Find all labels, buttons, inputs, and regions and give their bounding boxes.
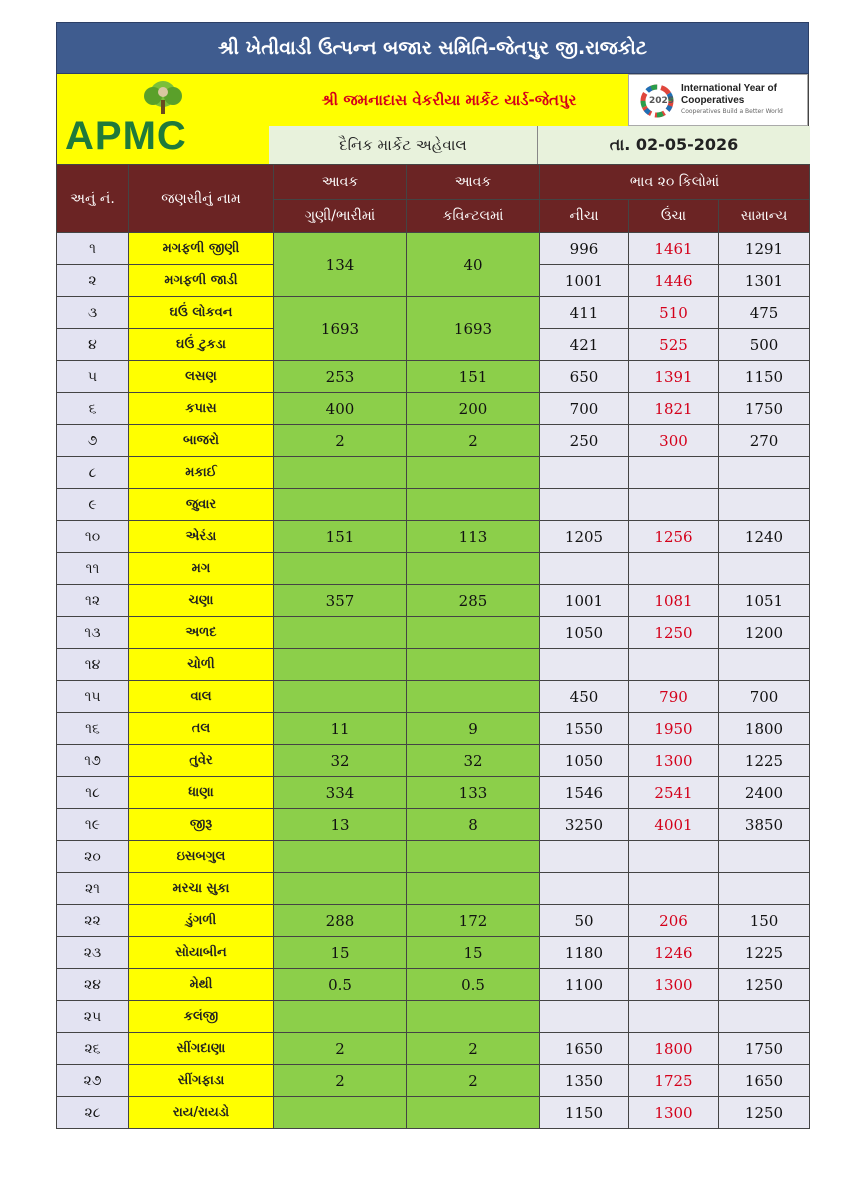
price-high: [629, 1001, 719, 1033]
arrival-bags: [274, 1001, 407, 1033]
price-avg: [719, 873, 810, 905]
table-row: [57, 361, 810, 393]
price-high: 1081: [629, 585, 719, 617]
price-low: 650: [540, 361, 629, 393]
arrival-bags: [274, 617, 407, 649]
price-high: 4001: [629, 809, 719, 841]
row-serial: ૪: [57, 329, 129, 361]
table-row: [57, 617, 810, 649]
arrival-quintal: 32: [407, 745, 540, 777]
arrival-quintal: 0.5: [407, 969, 540, 1001]
row-serial: ૧: [57, 233, 129, 265]
table-row: [57, 457, 810, 489]
iyc-year: 2025: [649, 96, 675, 106]
price-low: 450: [540, 681, 629, 713]
price-high: 206: [629, 905, 719, 937]
commodity-name: ધાણા: [129, 777, 274, 809]
header-banner: [56, 74, 809, 164]
commodity-name: સીંગફાડા: [129, 1065, 274, 1097]
price-avg: 700: [719, 681, 810, 713]
cooperatives-year-logo: [628, 74, 808, 126]
row-serial: ૧૯: [57, 809, 129, 841]
price-low: [540, 841, 629, 873]
price-avg: 1291: [719, 233, 810, 265]
price-avg: 1750: [719, 1033, 810, 1065]
price-high: 525: [629, 329, 719, 361]
table-row: [57, 521, 810, 553]
commodity-name: તલ: [129, 713, 274, 745]
row-serial: ૧૨: [57, 585, 129, 617]
price-avg: 1200: [719, 617, 810, 649]
committee-title: શ્રી ખેતીવાડી ઉત્પન્ન બજાર સમિતિ-જેતપુર જી.રાજકોટ: [56, 22, 809, 74]
arrival-bags: 253: [274, 361, 407, 393]
arrival-bags: [274, 841, 407, 873]
price-high: [629, 553, 719, 585]
price-avg: 1225: [719, 745, 810, 777]
arrival-bags: [274, 489, 407, 521]
price-avg: 1240: [719, 521, 810, 553]
arrival-bags: 151: [274, 521, 407, 553]
tree-icon: [137, 80, 189, 116]
commodity-name: તુવેર: [129, 745, 274, 777]
arrival-quintal: 15: [407, 937, 540, 969]
row-serial: ૧૭: [57, 745, 129, 777]
table-row: [57, 425, 810, 457]
table-row: [57, 1001, 810, 1033]
arrival-quintal: 2: [407, 425, 540, 457]
table-row: [57, 969, 810, 1001]
table-row: [57, 553, 810, 585]
commodity-name: બાજરો: [129, 425, 274, 457]
market-yard-name: શ્રી જમનાદાસ વેકરીયા માર્કેટ યાર્ડ-જેતપુર: [321, 91, 577, 109]
arrival-bags: 15: [274, 937, 407, 969]
commodity-name: ઘઉં ટુકડા: [129, 329, 274, 361]
price-high: 1391: [629, 361, 719, 393]
row-serial: ૨૩: [57, 937, 129, 969]
price-high: 1250: [629, 617, 719, 649]
table-row: [57, 809, 810, 841]
row-serial: ૧૫: [57, 681, 129, 713]
col-low: નીચા: [540, 200, 629, 233]
table-row: [57, 1097, 810, 1129]
table-row: [57, 585, 810, 617]
price-avg: 1225: [719, 937, 810, 969]
price-low: 50: [540, 905, 629, 937]
arrival-bags: 1693: [274, 297, 407, 361]
price-high: 1950: [629, 713, 719, 745]
arrival-bags: 334: [274, 777, 407, 809]
row-serial: ૧૧: [57, 553, 129, 585]
table-row: [57, 905, 810, 937]
price-low: [540, 873, 629, 905]
price-high: 790: [629, 681, 719, 713]
table-row: [57, 681, 810, 713]
commodity-name: ડુંગળી: [129, 905, 274, 937]
price-avg: [719, 457, 810, 489]
price-avg: 150: [719, 905, 810, 937]
price-high: [629, 489, 719, 521]
commodity-name: સોયાબીન: [129, 937, 274, 969]
commodity-name: કપાસ: [129, 393, 274, 425]
price-high: 1725: [629, 1065, 719, 1097]
commodity-name: મગ: [129, 553, 274, 585]
col-price-group: ભાવ ૨૦ કિલોમાં: [540, 165, 810, 200]
price-low: 1050: [540, 745, 629, 777]
arrival-quintal: [407, 617, 540, 649]
price-avg: 1800: [719, 713, 810, 745]
commodity-name: મગફળી જાડી: [129, 265, 274, 297]
col-arrival-bags-top: આવક: [274, 165, 407, 200]
table-row: [57, 745, 810, 777]
commodity-name: મગફળી જીણી: [129, 233, 274, 265]
row-serial: ૨૭: [57, 1065, 129, 1097]
price-high: [629, 457, 719, 489]
arrival-quintal: 1693: [407, 297, 540, 361]
arrival-quintal: 285: [407, 585, 540, 617]
table-row: [57, 233, 810, 265]
row-serial: ૨૦: [57, 841, 129, 873]
price-low: 3250: [540, 809, 629, 841]
commodity-name: રાય/રાયડો: [129, 1097, 274, 1129]
row-serial: ૫: [57, 361, 129, 393]
price-low: 1205: [540, 521, 629, 553]
row-serial: ૨૮: [57, 1097, 129, 1129]
price-low: 1100: [540, 969, 629, 1001]
commodity-name: એરંડા: [129, 521, 274, 553]
col-avg: સામાન્ય: [719, 200, 810, 233]
table-row: [57, 1033, 810, 1065]
table-row: [57, 841, 810, 873]
price-avg: 2400: [719, 777, 810, 809]
price-avg: 1750: [719, 393, 810, 425]
commodity-name: મરચા સુકા: [129, 873, 274, 905]
row-serial: ૯: [57, 489, 129, 521]
price-avg: 1250: [719, 969, 810, 1001]
table-row: [57, 777, 810, 809]
apmc-logo: [57, 74, 269, 164]
price-low: 421: [540, 329, 629, 361]
arrival-bags: 400: [274, 393, 407, 425]
commodity-name: લસણ: [129, 361, 274, 393]
price-high: 2541: [629, 777, 719, 809]
table-row: [57, 297, 810, 329]
table-row: [57, 873, 810, 905]
arrival-bags: 0.5: [274, 969, 407, 1001]
col-commodity: જણસીનું નામ: [129, 165, 274, 233]
price-high: 510: [629, 297, 719, 329]
price-avg: 1250: [719, 1097, 810, 1129]
table-row: [57, 393, 810, 425]
arrival-bags: [274, 873, 407, 905]
table-row: [57, 649, 810, 681]
price-low: 411: [540, 297, 629, 329]
arrival-quintal: 151: [407, 361, 540, 393]
report-label: દૈનિક માર્કેટ અહેવાલ: [269, 126, 537, 164]
row-serial: ૨૨: [57, 905, 129, 937]
arrival-bags: 357: [274, 585, 407, 617]
price-avg: [719, 841, 810, 873]
row-serial: ૭: [57, 425, 129, 457]
row-serial: ૧૩: [57, 617, 129, 649]
arrival-quintal: [407, 873, 540, 905]
row-serial: ૧૦: [57, 521, 129, 553]
price-low: 1180: [540, 937, 629, 969]
arrival-quintal: 2: [407, 1065, 540, 1097]
price-high: 1300: [629, 969, 719, 1001]
arrival-bags: 13: [274, 809, 407, 841]
row-serial: ૧૪: [57, 649, 129, 681]
arrival-quintal: [407, 489, 540, 521]
col-quintal: કવિન્ટલમાં: [407, 200, 540, 233]
price-high: 300: [629, 425, 719, 457]
arrival-quintal: 113: [407, 521, 540, 553]
price-high: 1300: [629, 1097, 719, 1129]
price-low: [540, 457, 629, 489]
price-high: 1446: [629, 265, 719, 297]
arrival-bags: 32: [274, 745, 407, 777]
row-serial: ૨૪: [57, 969, 129, 1001]
arrival-bags: 2: [274, 425, 407, 457]
commodity-name: ચોળી: [129, 649, 274, 681]
row-serial: ૨૬: [57, 1033, 129, 1065]
price-low: 250: [540, 425, 629, 457]
arrival-quintal: [407, 649, 540, 681]
arrival-bags: 2: [274, 1033, 407, 1065]
price-avg: 3850: [719, 809, 810, 841]
row-serial: ૧૮: [57, 777, 129, 809]
commodity-name: મેથી: [129, 969, 274, 1001]
apmc-logo-text: APMC: [65, 114, 187, 158]
table-row: [57, 1065, 810, 1097]
price-high: [629, 649, 719, 681]
col-serial: અનું નં.: [57, 165, 129, 233]
commodity-name: ઇસબગુલ: [129, 841, 274, 873]
price-low: 996: [540, 233, 629, 265]
arrival-quintal: 9: [407, 713, 540, 745]
arrival-bags: 11: [274, 713, 407, 745]
price-low: 700: [540, 393, 629, 425]
commodity-name: અળદ: [129, 617, 274, 649]
arrival-bags: [274, 681, 407, 713]
arrival-quintal: 133: [407, 777, 540, 809]
price-low: 1050: [540, 617, 629, 649]
commodity-name: ચણા: [129, 585, 274, 617]
arrival-bags: 288: [274, 905, 407, 937]
table-row: [57, 489, 810, 521]
arrival-quintal: 200: [407, 393, 540, 425]
price-high: [629, 873, 719, 905]
price-low: 1650: [540, 1033, 629, 1065]
price-high: 1800: [629, 1033, 719, 1065]
price-low: [540, 553, 629, 585]
commodity-name: સીંગદાણા: [129, 1033, 274, 1065]
arrival-quintal: [407, 841, 540, 873]
row-serial: ૨: [57, 265, 129, 297]
price-low: 1546: [540, 777, 629, 809]
price-avg: 1150: [719, 361, 810, 393]
commodity-name: ઘઉં લોકવન: [129, 297, 274, 329]
price-high: 1461: [629, 233, 719, 265]
commodity-name: કલંજી: [129, 1001, 274, 1033]
col-bags: ગુણી/ભારીમાં: [274, 200, 407, 233]
commodity-name: વાલ: [129, 681, 274, 713]
arrival-bags: [274, 1097, 407, 1129]
table-row: [57, 937, 810, 969]
commodity-name: જીરૂ: [129, 809, 274, 841]
price-low: 1350: [540, 1065, 629, 1097]
table-row: [57, 713, 810, 745]
arrival-bags: 2: [274, 1065, 407, 1097]
price-low: [540, 649, 629, 681]
price-table: [56, 164, 810, 1129]
price-high: 1300: [629, 745, 719, 777]
row-serial: ૩: [57, 297, 129, 329]
col-high: ઉંચા: [629, 200, 719, 233]
commodity-name: મકાઈ: [129, 457, 274, 489]
price-avg: [719, 649, 810, 681]
price-avg: [719, 553, 810, 585]
price-high: [629, 841, 719, 873]
arrival-quintal: 8: [407, 809, 540, 841]
price-avg: 500: [719, 329, 810, 361]
price-low: [540, 489, 629, 521]
arrival-bags: 134: [274, 233, 407, 297]
price-avg: [719, 489, 810, 521]
arrival-quintal: [407, 681, 540, 713]
price-low: 1150: [540, 1097, 629, 1129]
row-serial: ૨૧: [57, 873, 129, 905]
price-high: 1821: [629, 393, 719, 425]
price-low: 1001: [540, 585, 629, 617]
market-report-sheet: [56, 22, 809, 1129]
report-date: તા. 02-05-2026: [537, 126, 810, 164]
arrival-quintal: [407, 553, 540, 585]
row-serial: ૬: [57, 393, 129, 425]
arrival-quintal: [407, 1097, 540, 1129]
price-high: 1246: [629, 937, 719, 969]
price-high: 1256: [629, 521, 719, 553]
price-low: 1001: [540, 265, 629, 297]
price-avg: 1301: [719, 265, 810, 297]
arrival-bags: [274, 649, 407, 681]
price-avg: [719, 1001, 810, 1033]
col-arrival-quintal-top: આવક: [407, 165, 540, 200]
table-body: [57, 361, 810, 1129]
arrival-bags: [274, 553, 407, 585]
iyc-title: International Year of Cooperatives: [681, 83, 777, 106]
iyc-tagline: Cooperatives Build a Better World: [681, 108, 783, 115]
price-avg: 270: [719, 425, 810, 457]
row-serial: ૧૬: [57, 713, 129, 745]
arrival-quintal: [407, 1001, 540, 1033]
row-serial: ૨૫: [57, 1001, 129, 1033]
arrival-quintal: 40: [407, 233, 540, 297]
arrival-quintal: [407, 457, 540, 489]
row-serial: ૮: [57, 457, 129, 489]
arrival-quintal: 2: [407, 1033, 540, 1065]
price-avg: 1051: [719, 585, 810, 617]
price-avg: 1650: [719, 1065, 810, 1097]
price-low: 1550: [540, 713, 629, 745]
commodity-name: જુવાર: [129, 489, 274, 521]
price-low: [540, 1001, 629, 1033]
arrival-quintal: 172: [407, 905, 540, 937]
arrival-bags: [274, 457, 407, 489]
price-avg: 475: [719, 297, 810, 329]
